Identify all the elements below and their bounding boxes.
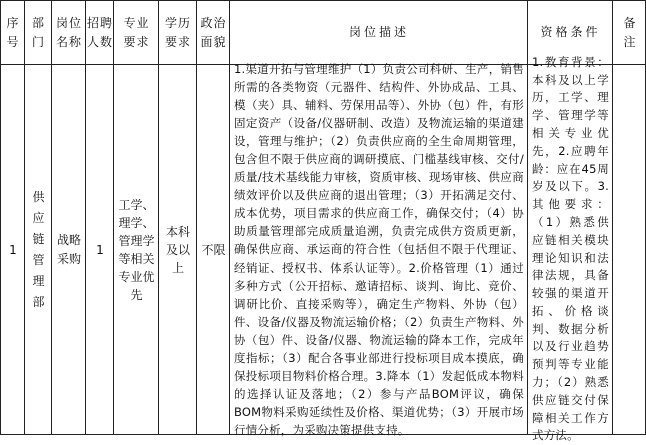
cell-major: 工学、理学、管理学等相关专业优先 [118,197,155,302]
cell-dept: 供应链管理部 [32,189,45,309]
cell-count: 1 [96,242,104,257]
header-qual: 资格条件 [540,25,601,39]
cell-edu: 本科及以上 [165,224,190,275]
header-edu: 学历要求 [164,15,191,49]
header-major: 专业要求 [123,15,150,49]
header-count: 招聘人数 [86,15,113,49]
header-remark: 备注 [623,15,637,49]
header-dept: 部门 [31,15,45,49]
cell-seq: 1 [9,242,17,257]
header-politics: 政治面貌 [200,15,227,49]
cell-desc [230,61,528,438]
cell-politics: 不限 [201,242,226,257]
header-position: 岗位名称 [55,15,82,49]
position-description: 1.渠道开拓与管理维护（1）负责公司科研、生产，销售所需的各类物资（元器件、结构件、外协成品、工具、模（夹）具、辅料、劳保用品等）、外协（包）件，有形固定资产（设备/仪器研制、改造）及物流运输的渠道建设，管理与维护；（2）负责供应商的全生命周期管理，包含但不限于供应商的调研摸底、门槛基线审核、交付/质量/技术基线能力审核，资质审核、现场审核、供应商绩效评价以及供应商的退出管理；（3）开拓满足交付、成本优势，项目需求的供应商工作，确保交付；（4）协助质量管理部完成质量追溯，负责完成供方资质更新，确保供应商、承运商的符合性（包括但不限于代理证、经销证、授权书、体系认证等）。2.价格管理（1）通过多种方式（公开招标、邀请招标、谈判、询比、竞价、调研比价、直接采购等），确定生产物料、外协（包）件、设备/仪器及物流运输价格；（2）负责生产物料、外协（包）件、设备/仪器、物流运输的降本工作，完成年度指标；（3）配合各事业部进行投标项目成本摸底，确保投标项目物料价格合理。3.降本（1）发起低成本物料的选择认证及落地；（2）参与产品BOM评议，确保BOM物料采购延续性及价格、渠道优势；（3）开展市场行情分析，为采购决策提供支持。 [234,61,524,438]
qualification-text: 1.教育背景：本科及以上学历，工学、理学、管理学等相关专业优先，2.应聘年龄：应在45周岁及以下。3.其他要求：（1）熟悉供应链相关模块理论知识和法律法规，具备较强的渠道开拓、价格谈判、数据分析以及行业趋势预判等专业能力；（2）熟悉供应链交付保障相关工作方式方法。 [532,54,609,443]
cell-qual [528,54,613,443]
cell-position: 战略采购 [56,232,81,266]
cell-remark [613,65,646,434]
header-desc: 岗位描述 [348,25,409,39]
header-seq: 序号 [6,15,20,49]
